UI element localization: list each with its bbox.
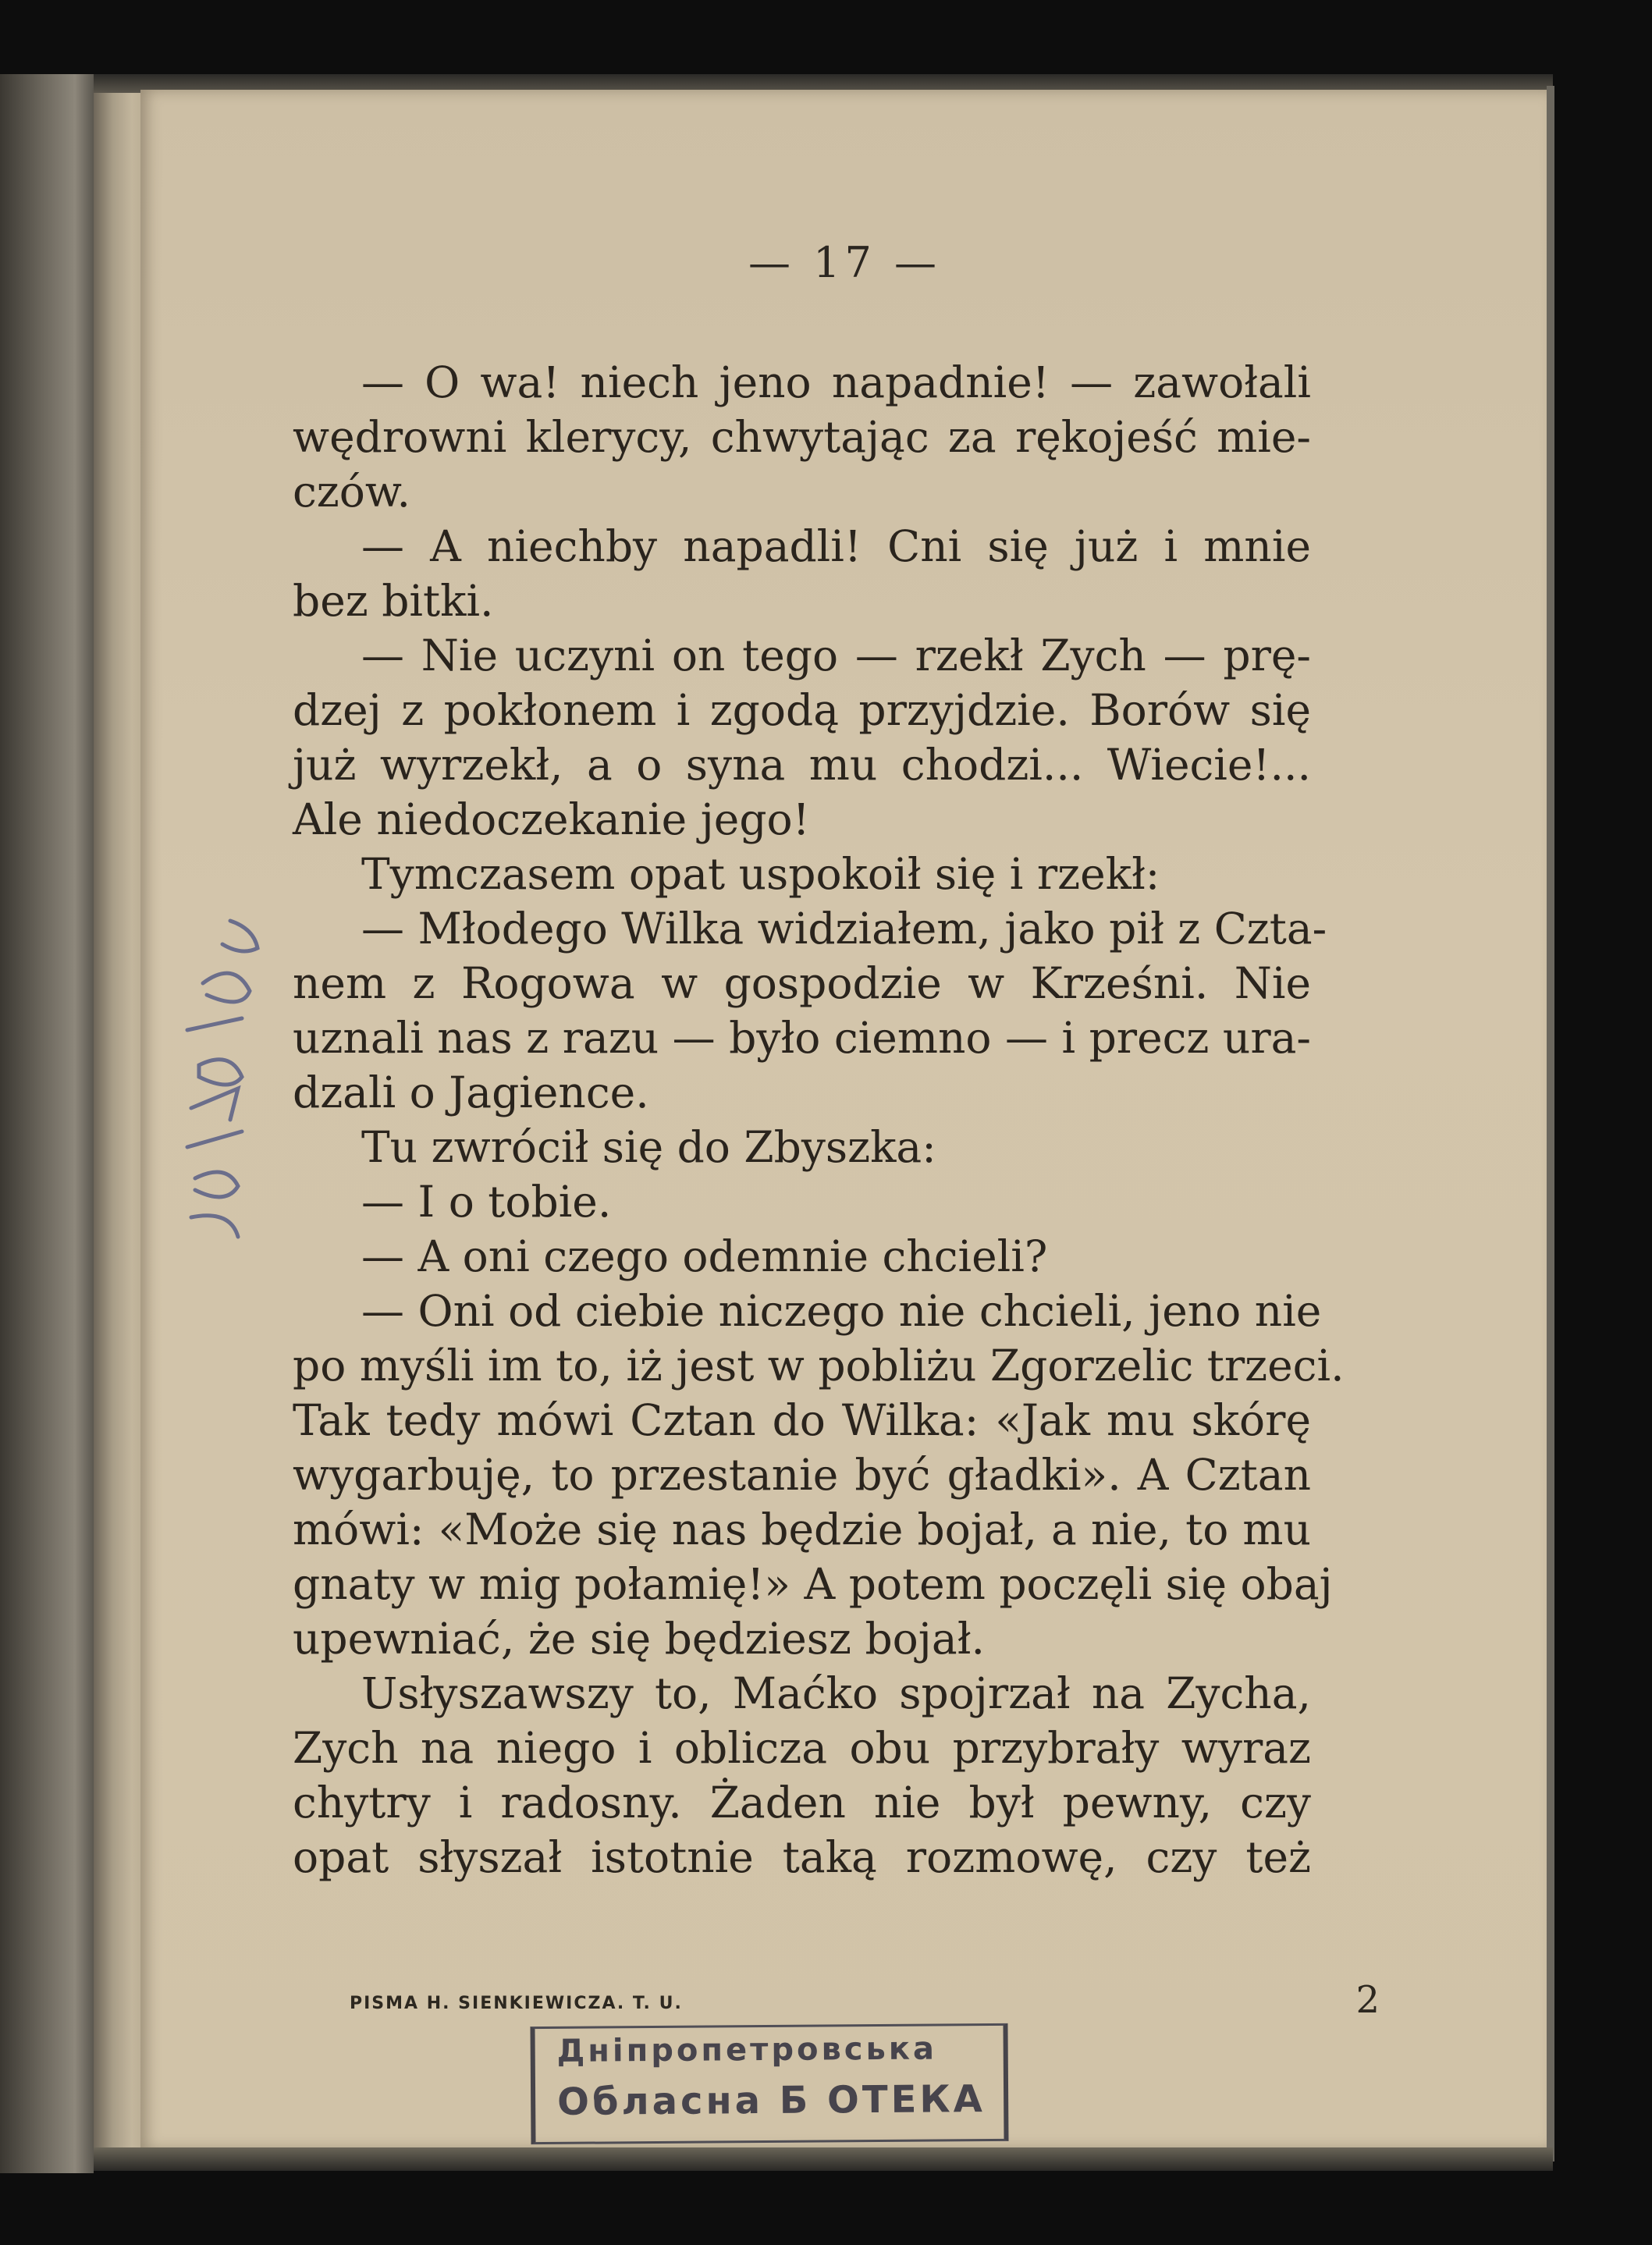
text-line: czów. <box>293 467 410 517</box>
left-page-edge <box>0 74 94 2173</box>
text-line: chytry i radosny. Żaden nie był pewny, czy <box>293 1778 1311 1828</box>
book-page <box>140 90 1549 2150</box>
text-line: — Nie uczyni on tego — rzekł Zych — prę- <box>361 631 1311 680</box>
stamp-line-2: Обласна Б ОТЕКА <box>556 2077 986 2124</box>
text-line: — Oni od ciebie niczego nie chcieli, jeno nie <box>361 1286 1322 1336</box>
text-line: mówi: «Może się nas będzie bojał, a nie, to mu <box>293 1504 1311 1554</box>
bottom-page-edge <box>94 2147 1553 2171</box>
footer-signature: PISMA H. SIENKIEWICZA. T. U. <box>350 1994 683 2013</box>
text-line: — A oni czego odemnie chcieli? <box>361 1231 1048 1281</box>
text-line: wędrowni klerycy, chwytając za rękojeść mie- <box>293 412 1311 462</box>
text-line: już wyrzekł, a o syna mu chodzi... Wiecie!... <box>293 740 1311 790</box>
text-line: — I o tobie. <box>361 1177 612 1227</box>
text-line: — Młodego Wilka widziałem, jako pił z Czta- <box>361 904 1327 954</box>
text-line: bez bitki. <box>293 576 494 626</box>
page-number: — 17 — <box>748 238 942 287</box>
page-footer <box>350 1978 1380 2025</box>
library-stamp <box>530 2023 1008 2144</box>
text-line: upewniać, że się będziesz bojał. <box>293 1614 985 1664</box>
text-line: wygarbuję, to przestanie być gładki». A Cztan <box>293 1450 1311 1500</box>
footer-sheet-number: 2 <box>1355 1978 1380 2022</box>
text-line: — A niechby napadli! Cni się już i mnie <box>361 521 1311 571</box>
text-line: — O wa! niech jeno napadnie! — zawołali <box>361 357 1311 407</box>
text-line: opat słyszał istotnie taką rozmowę, czy też <box>293 1832 1311 1882</box>
text-line: Usłyszawszy to, Maćko spojrzał na Zycha, <box>361 1668 1311 1718</box>
handwritten-inventory-number <box>156 897 273 1264</box>
text-line: gnaty w mig połamię!» A potem poczęli się obaj <box>293 1559 1333 1609</box>
text-line: dzali o Jagience. <box>293 1067 649 1117</box>
text-line: Tymczasem opat uspokoił się i rzekł: <box>361 849 1160 899</box>
text-line: Ale niedoczekanie jego! <box>293 794 810 844</box>
stamp-line-1: Дніпропетровська <box>556 2030 938 2069</box>
right-page-edge <box>1547 86 1554 2162</box>
text-line: uznali nas z razu — było ciemno — i precz ura- <box>293 1013 1311 1063</box>
body-text <box>293 355 1345 1884</box>
text-line: dzej z pokłonem i zgodą przyjdzie. Borów się <box>293 685 1311 735</box>
text-line: nem z Rogowa w gospodzie w Krześni. Nie <box>293 958 1311 1008</box>
text-line: Tu zwrócił się do Zbyszka: <box>361 1122 936 1172</box>
text-line: Tak tedy mówi Cztan do Wilka: «Jak mu skórę <box>293 1395 1311 1445</box>
text-line: Zych na niego i oblicza obu przybrały wyraz <box>293 1723 1311 1773</box>
text-line: po myśli im to, iż jest w pobliżu Zgorzelic trzeci. <box>293 1341 1345 1391</box>
